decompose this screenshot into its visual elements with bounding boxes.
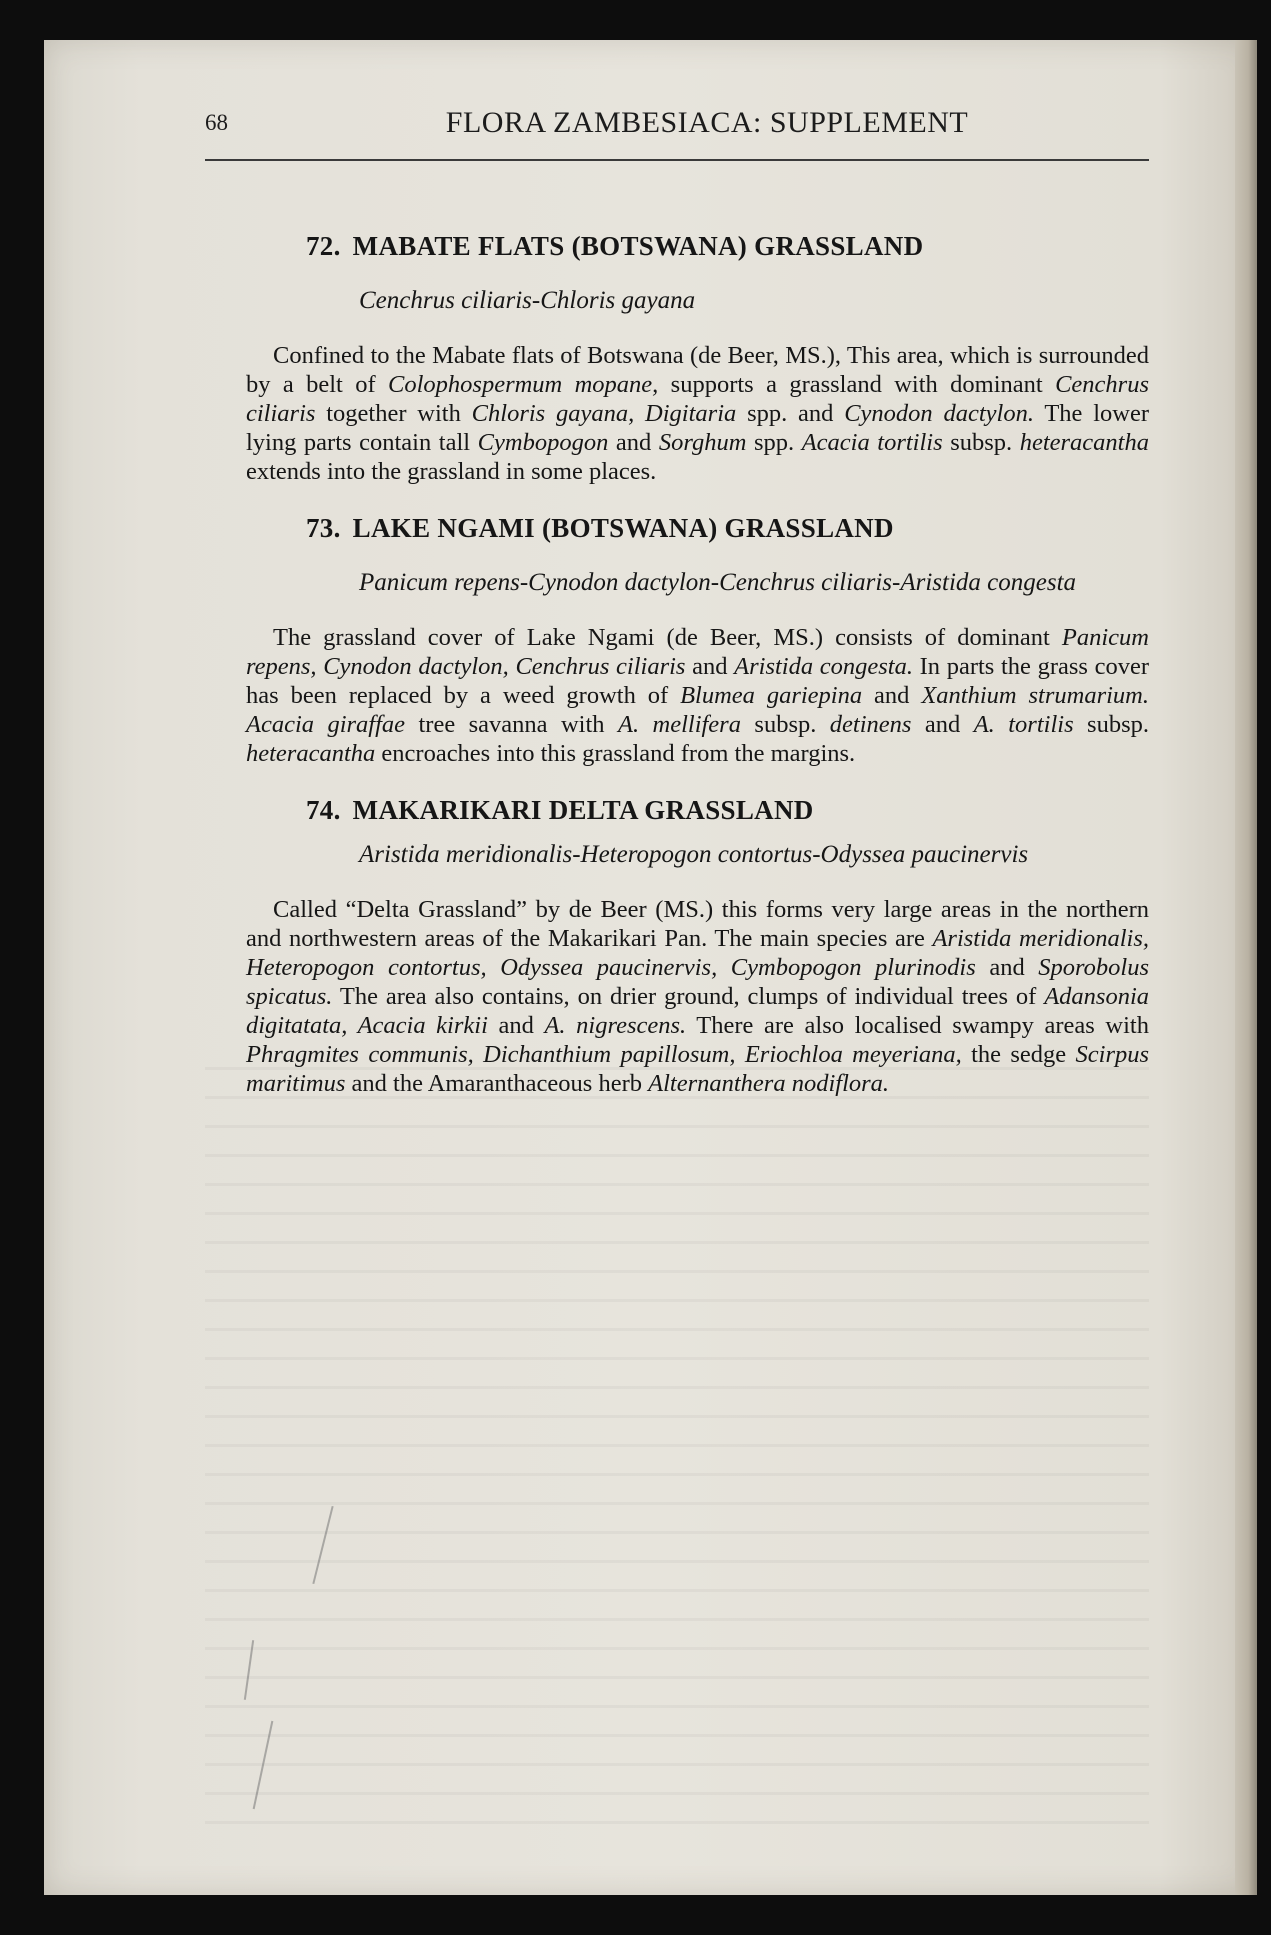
body-text-run: There are also localised swampy areas with	[686, 1012, 1149, 1039]
page-header	[205, 106, 1149, 148]
section-title: LAKE NGAMI (BOTSWANA) GRASSLAND	[352, 513, 894, 543]
body-text-italic: Panicum repens, Cynodon dactylon, Cenchrus ciliaris	[246, 624, 1149, 680]
body-text-italic: Chloris gayana, Digitaria	[471, 400, 737, 427]
section-heading	[246, 226, 1149, 266]
body-text-run: spp.	[746, 429, 802, 456]
section-number: 72.	[306, 231, 341, 261]
body-text-italic: Sporobolus spicatus.	[246, 954, 1150, 1010]
section-body	[246, 623, 1149, 768]
body-text-italic: heteracantha	[1019, 429, 1149, 456]
section-number: 73.	[306, 513, 341, 543]
page-content	[246, 180, 1149, 1098]
body-text-italic: A. nigrescens.	[544, 1012, 687, 1039]
running-title: FLORA ZAMBESIACA: SUPPLEMENT	[445, 106, 969, 139]
body-text-italic: heteracantha	[246, 740, 376, 767]
section-title: MABATE FLATS (BOTSWANA) GRASSLAND	[352, 231, 924, 261]
body-text-run: In parts the grass cover has been replaced by a weed growth of	[246, 653, 1149, 709]
body-text-italic: Blumea gariepina	[680, 682, 863, 709]
body-text-italic: Acacia tortilis	[801, 429, 943, 456]
body-text-italic: Xanthium strumarium. Acacia giraffae	[246, 682, 1149, 738]
body-text-run: spp. and	[736, 400, 845, 427]
body-text-run: and	[862, 682, 922, 709]
section-body	[246, 895, 1149, 1098]
section-subtitle: Aristida meridionalis-Heteropogon contortus-Odyssea paucinervis	[359, 841, 1029, 868]
body-text-italic: Adansonia digitatata, Acacia kirkii	[246, 983, 1149, 1039]
body-text-italic: A. tortilis	[973, 711, 1074, 738]
body-text-run: Confined to the Mabate flats of Botswana (de Beer, MS.), This area, which is surrounded by a belt of	[246, 342, 1149, 398]
body-text-italic: Aristida congesta.	[734, 653, 913, 680]
body-text-run: The lower lying parts contain tall	[246, 400, 1150, 456]
body-text-italic: Cynodon dactylon.	[844, 400, 1034, 427]
section-number: 74.	[306, 795, 341, 825]
body-text-run: subsp.	[1073, 711, 1149, 738]
section-subtitle: Panicum repens-Cynodon dactylon-Cenchrus ciliaris-Aristida congesta	[359, 569, 1077, 596]
section-72	[246, 226, 1149, 486]
section-title: MAKARIKARI DELTA GRASSLAND	[352, 795, 814, 825]
body-text-run: subsp.	[942, 429, 1020, 456]
body-text-run: Called “Delta Grassland” by de Beer (MS.) this forms very large areas in the northern and northwestern areas of the Makarikari Pan. The main species are	[246, 896, 1149, 952]
body-text-italic: Aristida meridionalis, Heteropogon contortus, Odyssea paucinervis, Cymbopogon plurinodis	[246, 925, 1149, 981]
body-text-run: together with	[315, 400, 472, 427]
body-text-run: and	[685, 653, 735, 680]
body-text-run: and	[975, 954, 1039, 981]
section-heading	[246, 790, 1149, 830]
body-text-italic: detinens	[829, 711, 912, 738]
body-text-italic: Phragmites communis, Dichanthium papillosum, Eriochloa meyeriana,	[246, 1041, 962, 1068]
section-73	[246, 508, 1149, 768]
body-text-run: subsp.	[740, 711, 830, 738]
body-text-italic: A. mellifera	[617, 711, 741, 738]
body-text-run: tree savanna with	[405, 711, 618, 738]
body-text-run: and	[911, 711, 974, 738]
bleed-through-text	[205, 1050, 1149, 1850]
body-text-italic: Colophospermum mopane,	[388, 371, 659, 398]
section-body	[246, 341, 1149, 486]
body-text-run: The grassland cover of Lake Ngami (de Beer, MS.) consists of dominant	[273, 624, 1062, 651]
body-text-italic: Scirpus maritimus	[246, 1041, 1150, 1097]
body-text-run: and the Amaranthaceous herb	[345, 1070, 649, 1097]
body-text-run: the sedge	[961, 1041, 1076, 1068]
header-rule	[205, 159, 1149, 161]
section-74	[246, 790, 1149, 1098]
body-text-run: The area also contains, on drier ground, clumps of individual trees of	[332, 983, 1045, 1010]
page-spine-edge	[1235, 40, 1257, 1895]
section-subtitle: Cenchrus ciliaris-Chloris gayana	[359, 287, 696, 314]
body-text-run: extends into the grassland in some places.	[246, 458, 657, 485]
body-text-run: and	[487, 1012, 545, 1039]
body-text-run: encroaches into this grassland from the margins.	[375, 740, 856, 767]
body-text-run: supports a grassland with dominant	[658, 371, 1056, 398]
body-text-italic: Sorghum	[658, 429, 747, 456]
body-text-italic: Alternanthera nodiflora.	[648, 1070, 890, 1097]
page-number: 68	[205, 110, 228, 135]
section-heading	[246, 508, 1149, 548]
body-text-italic: Cenchrus ciliaris	[246, 371, 1150, 427]
body-text-italic: Cymbopogon	[477, 429, 609, 456]
body-text-run: and	[608, 429, 659, 456]
